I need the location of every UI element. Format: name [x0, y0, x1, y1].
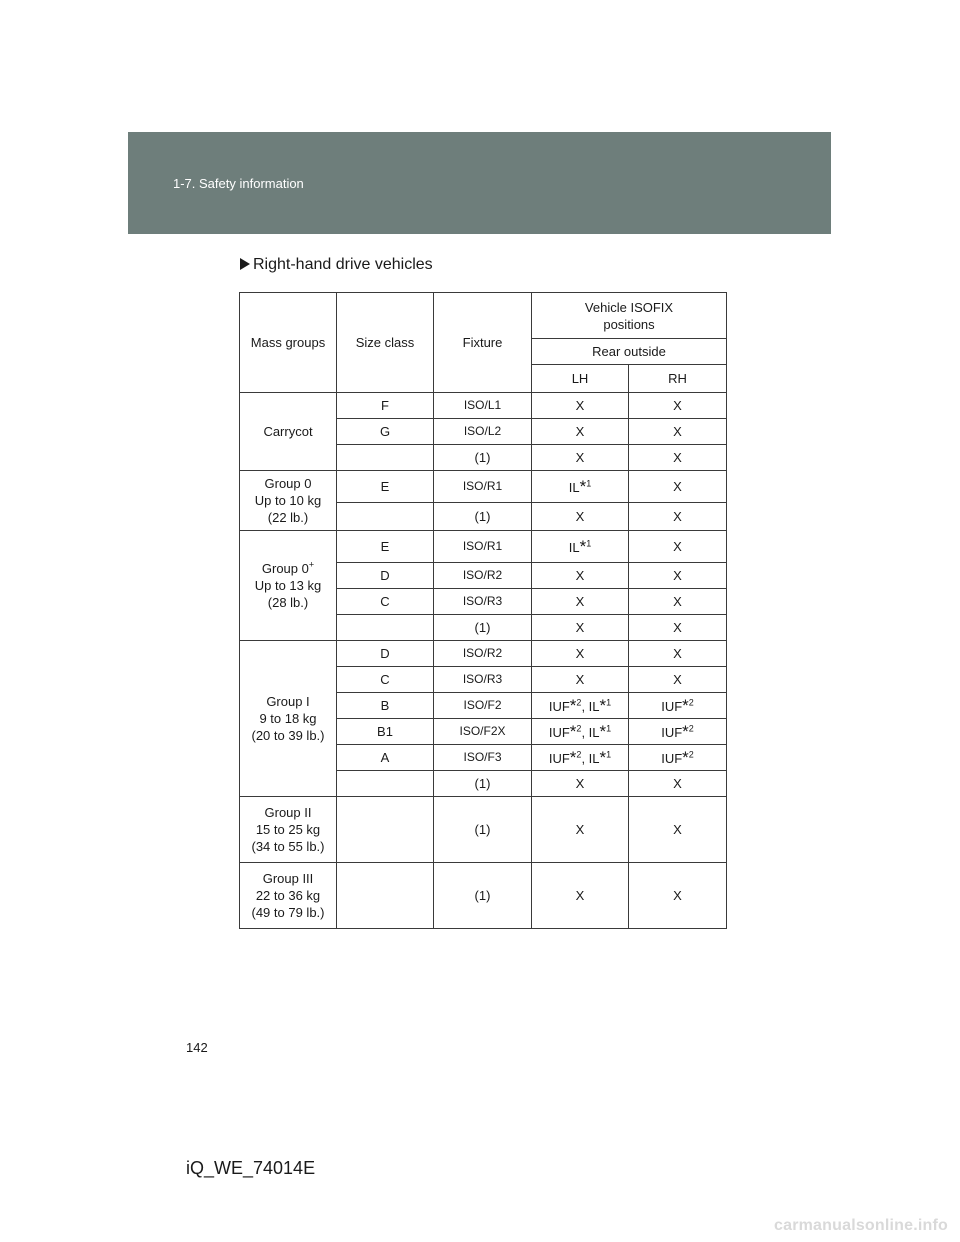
cell-lh: IL*$^1$ — [532, 531, 629, 563]
cell-fixture: ISO/F3 — [434, 745, 532, 771]
cell-rh: X — [629, 615, 727, 641]
document-code: iQ_WE_74014E — [186, 1158, 316, 1178]
section-title: 1-7. Safety information — [173, 176, 304, 191]
cell-lh: X — [532, 797, 629, 863]
cell-fixture: ISO/F2 — [434, 693, 532, 719]
triangle-bullet-icon — [240, 258, 250, 270]
col-header-size-class: Size class — [337, 293, 434, 393]
cell-rh: IUF*$^2$ — [629, 719, 727, 745]
cell-fixture: (1) — [434, 503, 532, 531]
cell-fixture: ISO/R3 — [434, 589, 532, 615]
cell-fixture: ISO/R1 — [434, 531, 532, 563]
cell-size: E — [337, 471, 434, 503]
cell-fixture: (1) — [434, 615, 532, 641]
cell-size: E — [337, 531, 434, 563]
cell-rh: IUF*$^2$ — [629, 693, 727, 719]
cell-size: C — [337, 667, 434, 693]
cell-lh: X — [532, 393, 629, 419]
table-row — [240, 641, 727, 667]
cell-size: B — [337, 693, 434, 719]
table-row — [240, 863, 727, 929]
cell-rh: X — [629, 471, 727, 503]
cell-fixture: ISO/L2 — [434, 419, 532, 445]
cell-size — [337, 863, 434, 929]
cell-fixture: ISO/R1 — [434, 471, 532, 503]
cell-size — [337, 797, 434, 863]
group-1: Group I 9 to 18 kg (20 to 39 lb.) — [240, 641, 337, 797]
cell-rh: X — [629, 667, 727, 693]
cell-rh: X — [629, 771, 727, 797]
cell-size: D — [337, 641, 434, 667]
cell-rh: X — [629, 563, 727, 589]
cell-rh: X — [629, 589, 727, 615]
cell-rh: X — [629, 641, 727, 667]
cell-fixture: ISO/R3 — [434, 667, 532, 693]
cell-rh: IUF*$^2$ — [629, 745, 727, 771]
table-row — [240, 471, 727, 503]
cell-lh: X — [532, 419, 629, 445]
group-0-plus: Group 0+ Up to 13 kg (28 lb.) — [240, 531, 337, 641]
cell-rh: X — [629, 863, 727, 929]
cell-lh: X — [532, 667, 629, 693]
cell-lh: X — [532, 589, 629, 615]
table-row — [240, 531, 727, 563]
subheading-text: Right-hand drive vehicles — [253, 256, 433, 273]
cell-rh: X — [629, 445, 727, 471]
col-header-rear-outside: Rear outside — [532, 339, 727, 365]
col-header-lh: LH — [532, 365, 629, 393]
cell-lh: X — [532, 641, 629, 667]
page-number: 142 — [186, 1040, 208, 1055]
table-row — [240, 797, 727, 863]
cell-size: G — [337, 419, 434, 445]
group-2: Group II 15 to 25 kg (34 to 55 lb.) — [240, 797, 337, 863]
cell-size: A — [337, 745, 434, 771]
cell-size — [337, 503, 434, 531]
col-header-mass-groups: Mass groups — [240, 293, 337, 393]
cell-fixture: (1) — [434, 797, 532, 863]
cell-fixture: ISO/L1 — [434, 393, 532, 419]
cell-rh: X — [629, 797, 727, 863]
cell-rh: X — [629, 531, 727, 563]
col-header-fixture: Fixture — [434, 293, 532, 393]
group-3: Group III 22 to 36 kg (49 to 79 lb.) — [240, 863, 337, 929]
cell-size: D — [337, 563, 434, 589]
cell-lh: X — [532, 563, 629, 589]
cell-lh: IUF*$^2$, IL*$^1$ — [532, 745, 629, 771]
subheading — [240, 256, 433, 274]
cell-lh: X — [532, 771, 629, 797]
isofix-table — [239, 292, 727, 929]
cell-fixture: ISO/R2 — [434, 641, 532, 667]
cell-size: C — [337, 589, 434, 615]
table-row — [240, 393, 727, 419]
cell-size — [337, 445, 434, 471]
cell-rh: X — [629, 503, 727, 531]
cell-rh: X — [629, 393, 727, 419]
cell-size — [337, 771, 434, 797]
cell-size — [337, 615, 434, 641]
cell-lh: X — [532, 445, 629, 471]
group-carrycot: Carrycot — [240, 393, 337, 471]
section-header-bar — [128, 132, 831, 234]
cell-fixture: (1) — [434, 863, 532, 929]
cell-lh: IL*$^1$ — [532, 471, 629, 503]
cell-lh: IUF*$^2$, IL*$^1$ — [532, 719, 629, 745]
cell-lh: X — [532, 615, 629, 641]
table-header-row — [240, 293, 727, 339]
cell-lh: X — [532, 503, 629, 531]
cell-size: F — [337, 393, 434, 419]
cell-size: B1 — [337, 719, 434, 745]
col-header-positions: Vehicle ISOFIX positions — [532, 293, 727, 339]
cell-rh: X — [629, 419, 727, 445]
cell-fixture: ISO/R2 — [434, 563, 532, 589]
cell-lh: X — [532, 863, 629, 929]
col-header-rh: RH — [629, 365, 727, 393]
cell-fixture: (1) — [434, 771, 532, 797]
group-0: Group 0 Up to 10 kg (22 lb.) — [240, 471, 337, 531]
cell-fixture: (1) — [434, 445, 532, 471]
cell-fixture: ISO/F2X — [434, 719, 532, 745]
watermark: carmanualsonline.info — [774, 1217, 949, 1234]
cell-lh: IUF*$^2$, IL*$^1$ — [532, 693, 629, 719]
